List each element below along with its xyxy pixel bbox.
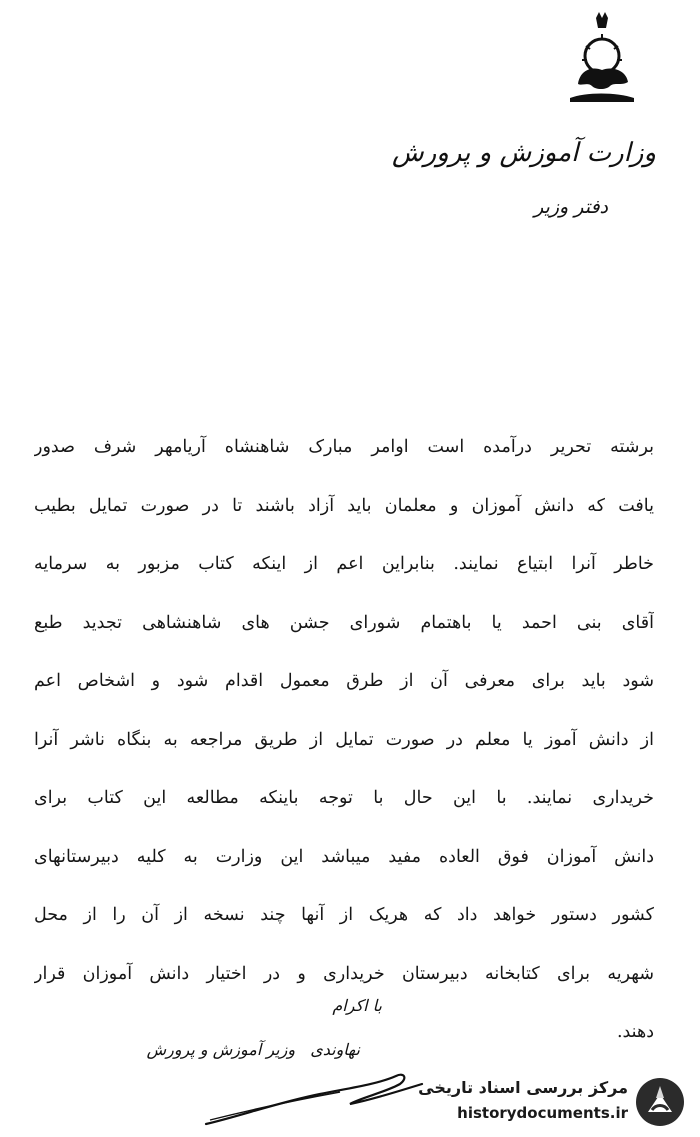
body-line: یافت که دانش آموزان و معلمان باید آزاد باشند تا در صورت تمایل بطیب <box>34 495 654 516</box>
body-line: کشور دستور خواهد داد که هریک از آنها چند نسخه از آن را از محل <box>34 905 654 925</box>
body-line: خاطر آنرا ابتیاع نمایند. بنابراین اعم از اینکه کتاب مزبور به سرمایه <box>34 554 654 574</box>
lion-and-sun-emblem-icon <box>566 12 638 108</box>
signer-block <box>137 1040 360 1059</box>
ministry-title: وزارت آموزش و پرورش <box>391 138 656 168</box>
watermark-title: مرکز بررسی اسناد تاریخی <box>418 1078 628 1097</box>
watermark-url: historydocuments.ir <box>457 1104 628 1122</box>
closing-regards: با اکرام <box>332 996 382 1015</box>
body-line: شود باید برای معرفی آن از طرق معمول اقدام شود و اشخاص اعم <box>34 671 654 691</box>
signer-name: نهاوندی <box>310 1040 360 1059</box>
letter-body <box>34 418 654 1062</box>
body-line: شهریه برای کتابخانه دبیرستان خریداری و در اختیار دانش آموزان قرار <box>34 963 654 984</box>
watermark <box>412 1076 686 1130</box>
handwritten-signature <box>200 1058 430 1130</box>
office-name: دفتر وزیر <box>534 196 608 218</box>
body-line: آقای بنی احمد یا باهتمام شورای جشن های شاهنشاهی تجدید طبع <box>34 612 654 633</box>
body-line: دانش آموزان فوق العاده مفید میباشد این وزارت به کلیه دبیرستانهای <box>34 846 654 867</box>
quill-book-logo-icon <box>634 1076 686 1128</box>
body-line: دهند. <box>616 1022 654 1042</box>
signer-title: وزیر آموزش و پرورش <box>146 1040 296 1059</box>
body-line: از دانش آموز یا معلم در صورت تمایل از طریق مراجعه به بنگاه ناشر آنرا <box>34 729 654 750</box>
body-line: برشته تحریر درآمده است اوامر مبارک شاهنشاه آریامهر شرف صدور <box>34 437 654 457</box>
body-line: خریداری نمایند. با این حال با توجه باینکه مطالعه این کتاب برای <box>34 788 654 808</box>
